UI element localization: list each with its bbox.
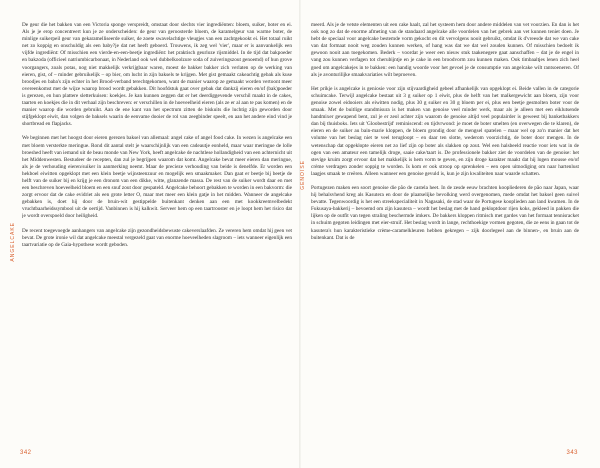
paragraph: De geur die het bakken van een Victoria sponge verspreidt, omstaat door slechts vier ingrediënten: bloem, suiker, boter en ei. Als je je erop concentreert kun je ze onderscheiden: de geur van geroosterde bloem, de karamelgeur van warme boter, de minlige suikerpeil geur van gekaramelliseerde suiker, de zoete swavelachtige vleugjes van een zachtgekookt ei. Het totaal ruikt net zo koppig en onschuldig als een baby?je dat net heeft geboerd. Trouwens, ik zeg wel 'vier', maar er is aanvankelijk een vijfde ingrediënt: Of misschien een vierde-en-een-beetje ingrediënt: het praktisch geurloze rijsmiddel. In de tijd dat bakpoeder en bakzoda (officieel natriumbicarbonaat, in Nederland ook wel dubbelkoolzure soda of zuiveringszout genoemd) of hun grove voorgangers, zoals potas, nog niet makkelijk verkrijgbaar waren, moest de bakker bakker zich verlaten op de werking van eieren, gist, of – minder gebruikelijk – op bier, om lucht in zijn baksels te krijgen. Met gist gemaakt cakeachtig gebak als kuse broodjes en baba's zijn echter in het Brood-verband terechtgekomen, want de manier waarop ze gemaakt worden vertoont meer overeenkomst met de wijze waarop brood wordt gebakken. Dit hoofdstuk gaat over gebak dat dankzij eieren en/of (bak)poeder is gerezen, en hun plattere sletterkuisen: koekjes. Je kan kunnen zeggen dat er het deerdiggevende verschil maakt in de cakes, taarten en koekjes die in dit verhaal zijn beschreven: er verschillen in de hoeveelheid eieren (als ze er al aan te pas komen) en de manier waarop die worden gebruikt. Aan de ene kant van het spectrum zitten de biskuits die luchtig zijn geworden door stijfgeklopt eiwit, dan volgen de baksels waarin de eenvame dooier de rol van zeegbinder speelt, en aan het andere eind vind je shortbread en flapjacks. [22,22,292,128]
paragraph: meerd. Als je de vetste elementen uit een cake haalt, zal het systeem hem door andere middelen van vet voorzien. En dan is het ook nog zo dat de enorme afmeting van de standaard angelcake alle voordelen van het gebrek aan vet kunnen teniet doen. Je hebt de speciaal voor angelcake bestemde vorm gekocht en dit vervolgens nooit gebruikt, omdat ik d'vreesde dat we van cake van dat formaat nooit weg zouden kunnen werken, of hang was dat we dat wel zouden kunnen. Of misschien bedoelt ik gewoon nooit aan toegekomen. Bederk – voordat je weer een nieuw stuk taakenegere gaat aanschaffen – dat je de engel in vang zou kunnen verfagen tot cherubijntje en je cake in een broodvorm zou kunnen maken. Ook timbaaltjes lenen zich heel goed om angelcakejes in te bakken: een handig woorde voor het gevoel je de consumptie van angelcake wilt rantsoeneren. Of als je avonturilijke smaakvariaties wilt beproeven. [311,22,579,78]
right-page [311,22,579,442]
paragraph: Portugezen maken een soort genoise die pão de castela heet. In de zesde eeuw brachten koopliederen de pão naar Japan, waar hij behalsvhend kreg als Kasutera en door de plaatselijke bevolking werd overgenomen, mede omdat het baksel geen suivel bevatte. Tegenwoordig is het een streekspecialiteit in Nagasaki, de stad waar de Portugese kooplieden aan land kwamen. In de Fukusaya-bakkerij – bevoemd om zijn kasutera – wordt het beslag met de hand gekloptdoor rijen koks, gekleed in pakken die lijken op de outfit van tegen straling beschermde imkers. De bakkers kloppen ritmisch met gardes van het formaat tennisracket in schuim gegoten leidingen met eier-struif. Het beslag wordt in lange, rechthoekige vormen gegoten, die ze eens in gaan tot de kasutera's hun karakteristieke crème-caramelkleuren hebben gekregen – zijk doorlegeel aan de binnen-, en bruin aan de buitenkant. Dat is de [311,184,579,241]
side-label-angelcake: ANGELCAKE [10,222,16,262]
right-page-text [311,22,579,242]
page-number-right: 343 [566,450,578,456]
paragraph: We beginnen met het hoogst door eieren gerezen baksel van allemaal: angel cake of angel food cake. In wezen is angelcake een met bloem versterkte meringue. Rond dit aantal stelt je waarschijnlijk van een cadeautje eonheld, maar waar meringue de lolle broeshed heeft van iemand uit de beau monde van New York, heeft angelcake de nachtlese hollandigheid van een achternicht uit het Middenwesten. Bestudeer de recepten, dan zul je begrijpen waarom dat komt. Angelcake bevat meer eieren dan meringue, als je de verhouding eieren/suiker in aanmerking neemt. Maar de precieze verhouding van beide is denelfde. Er worden een hekboel eiwitten opgeklopt met een klein beetje wijnsteenzuur en mogelijk een smaakmaker. Dan gaat er beetje bij beetje de helft van de suiker bij en krijg je een dronom van een dikke, witte, glanzende massa. De rest van de suiker wordt daar en met een beschreven hoeveelheid bloem en een snuf zout door gespateld. Angelcake behoort gebakken te worden in een bakvorm: die zorgt ervoor dat de cake evidriet als een grote letter O, maar met meer een klein gatje in het midden. Wanneer de angelcake gebakken is, doet hij door de bruin-wit gestippelde buitenkant denken aan een met kookkreemvelbedekt vruchtbaarheidssymbool uit de oertijd. Vanbinnen is hij kalkwit. Serveer hem op een taartrooster en je loopt hem het risico dat je wordt overspoeld door heiligheid. [22,135,292,220]
left-page-text [22,22,292,249]
paragraph: Het prikje is angelcake is geniosie voor zijn stijvaardigheid gebeel afhankelijk van opgeklopt ei. Beide vallen in de categorie schuimcake. Terwijl angelcake bestaat uit 3 g suiker op 1 eiwit, plus de helft van het malkergewicht aan bloem, zijn voor genoise zowel eidooiers als eiwitten nodig, plus 30 g suiker en 30 g bloem per ei, plus een beetje gesmolten boter voor de smaak. Met de buitlige standmisura is het maken van genoise veel minder werk, maar als je alleen met een eiklutsende handmixer gewapend bent, zul je er zeol achter zijn waarom de genoise altijd veel populairder is geweest bij banketbakkers dan bij thuisboks. Iets uit 'Gloobestrijd' reminiscend: en tijdvrwond: je moet de boter smelten (en overwegen die te klaren), de eieren en de suiker au bain-marie kloppen, de bloem grondig door de mengsel spatelen – maar wel op zo'n manier dat het volume van het beslag niet te veel terugloopt – en daar ten slotte, wederom voorzichtig, de boter door mengen. In de wetenschap dat opgeklopte eieren net zo lief zijn op boter als slakken op zout. Wel een halsbeeld reactie voor iets wat in de ogen van een amateur een tamelijk droge, saaie cake/taart is. De professionele bakker ziet de voordelen van de genoise: het stevige kruim zorgt ervoor dat het makkelijk is hem vorm te geven, en zijn droge karakter maakt dat hij logen mousse en/of crème verdragen zonder soppig te worden. Is kom er ook stroop op sprenkelen – een open uitnodiging om naar hartenlust laagjes smaak te creëren. Alleen wanneer een genoise gevuld is, kun je zijn kwaliteiten naar waarde schatten. [311,85,579,177]
side-label-genoise: GENOISE [300,160,306,190]
book-gutter [299,0,301,468]
paragraph: De recent toegevoegde aanhangers van angelcake zijn gezondheidsbewuste cakeverslaafden. Ze vereren hem omdat hij geen vet bevat. De grote ironie wil dat angelcake meestal vergezeld gaat van enorme hoeveelheden slagroom – iets wanneer eigenlijk een taartvariatie op de Gaia-hypothese wordt geboden. [22,227,292,248]
left-page [22,22,292,442]
page-number-left: 342 [20,450,32,456]
